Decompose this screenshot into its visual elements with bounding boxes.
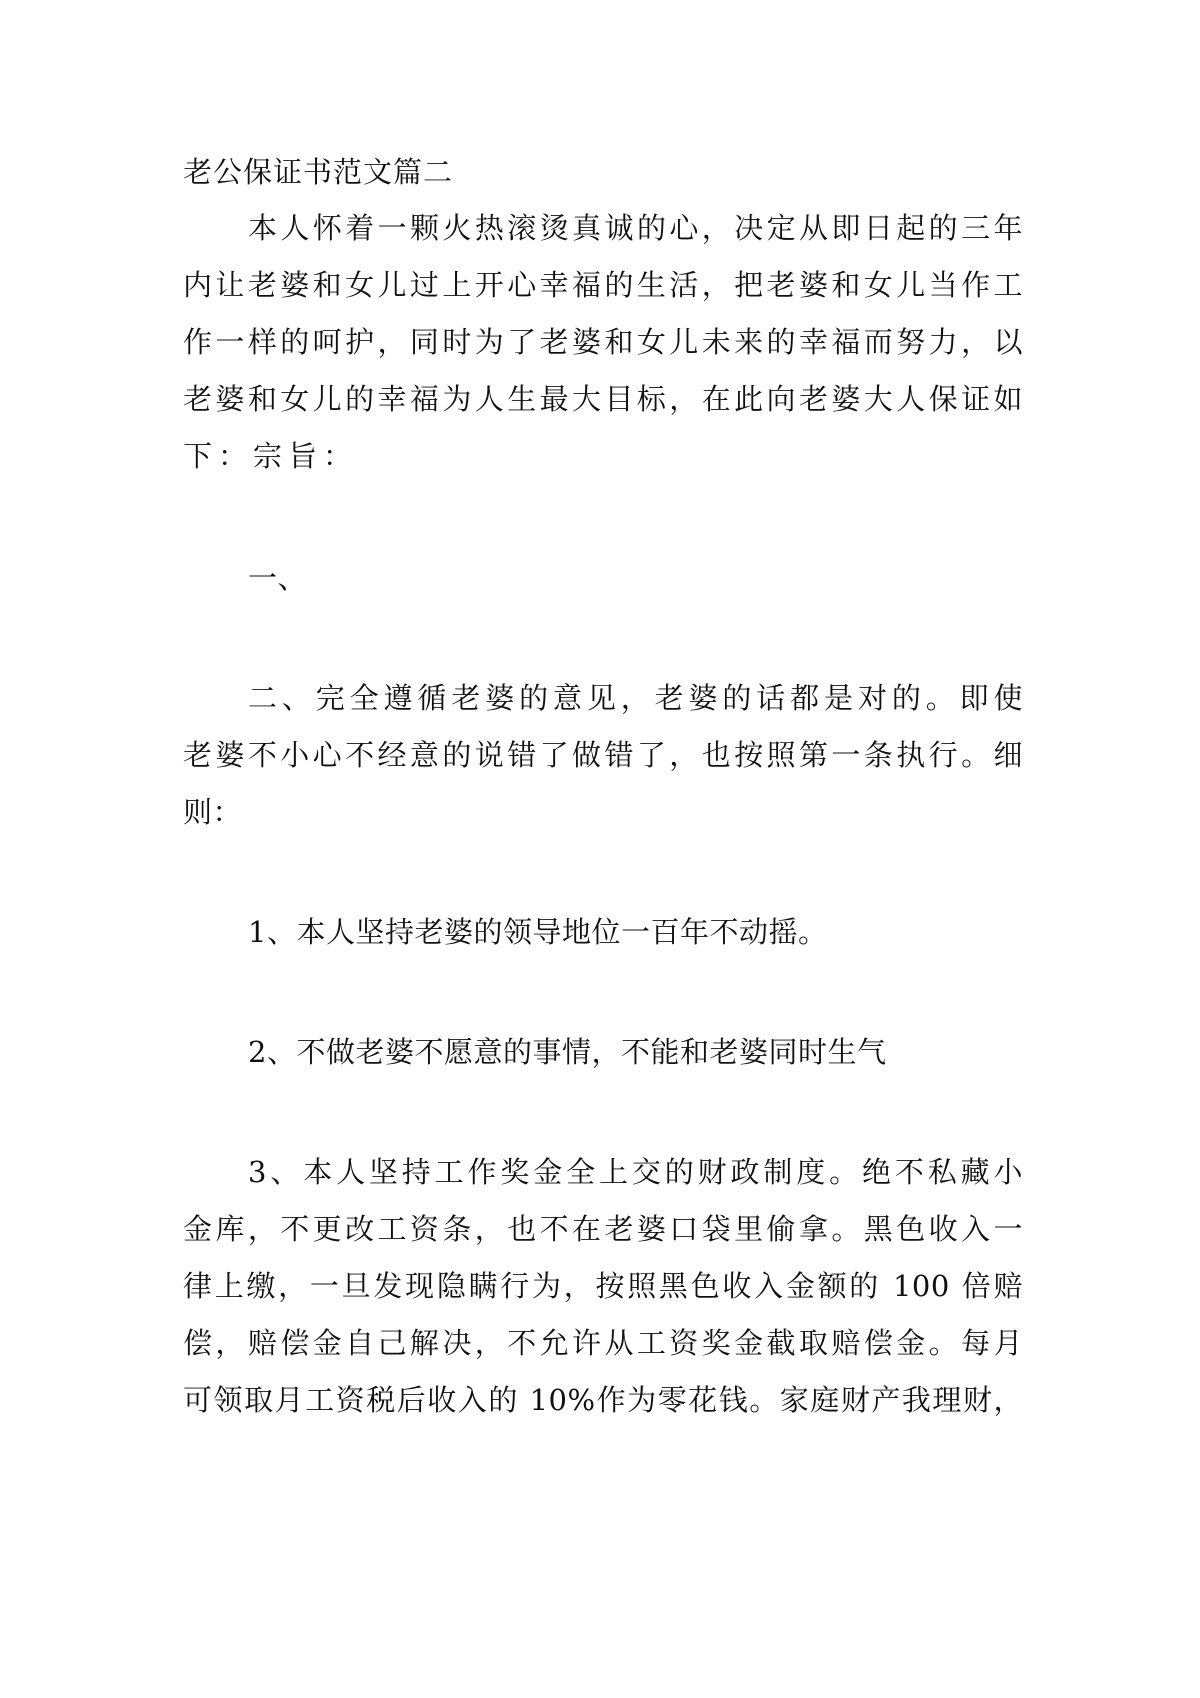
paragraph-line: 律上缴，一旦发现隐瞒行为，按照黑色收入金额的 100 倍赔 bbox=[183, 1269, 1023, 1303]
paragraph-line: 金库，不更改工资条，也不在老婆口袋里偷拿。黑色收入一 bbox=[183, 1212, 1023, 1246]
paragraph-line: 本人怀着一颗火热滚烫真诚的心，决定从即日起的三年 bbox=[248, 211, 1023, 245]
paragraph-line: 一、 bbox=[248, 561, 308, 595]
paragraph-line: 3、本人坚持工作奖金全上交的财政制度。绝不私藏小 bbox=[248, 1155, 1023, 1189]
document-title: 老公保证书范文篇二 bbox=[183, 155, 454, 189]
paragraph-line: 内让老婆和女儿过上开心幸福的生活，把老婆和女儿当作工 bbox=[183, 268, 1023, 302]
paragraph-line: 2、不做老婆不愿意的事情，不能和老婆同时生气 bbox=[248, 1035, 887, 1069]
paragraph-line: 老婆和女儿的幸福为人生最大目标，在此向老婆大人保证如 bbox=[183, 382, 1023, 416]
paragraph-line: 作一样的呵护，同时为了老婆和女儿未来的幸福而努力，以 bbox=[183, 325, 1023, 359]
paragraph-line: 1、本人坚持老婆的领导地位一百年不动摇。 bbox=[248, 915, 828, 949]
paragraph-line: 二、完全遵循老婆的意见，老婆的话都是对的。即使 bbox=[248, 681, 1023, 715]
paragraph-line: 老婆不小心不经意的说错了做错了，也按照第一条执行。细 bbox=[183, 738, 1023, 772]
paragraph-line: 则： bbox=[183, 795, 243, 829]
paragraph-line: 下：宗旨： bbox=[183, 439, 359, 473]
paragraph-line: 偿，赔偿金自己解决，不允许从工资奖金截取赔偿金。每月 bbox=[183, 1326, 1023, 1360]
paragraph-line: 可领取月工资税后收入的 10%作为零花钱。家庭财产我理财， bbox=[183, 1383, 1023, 1417]
